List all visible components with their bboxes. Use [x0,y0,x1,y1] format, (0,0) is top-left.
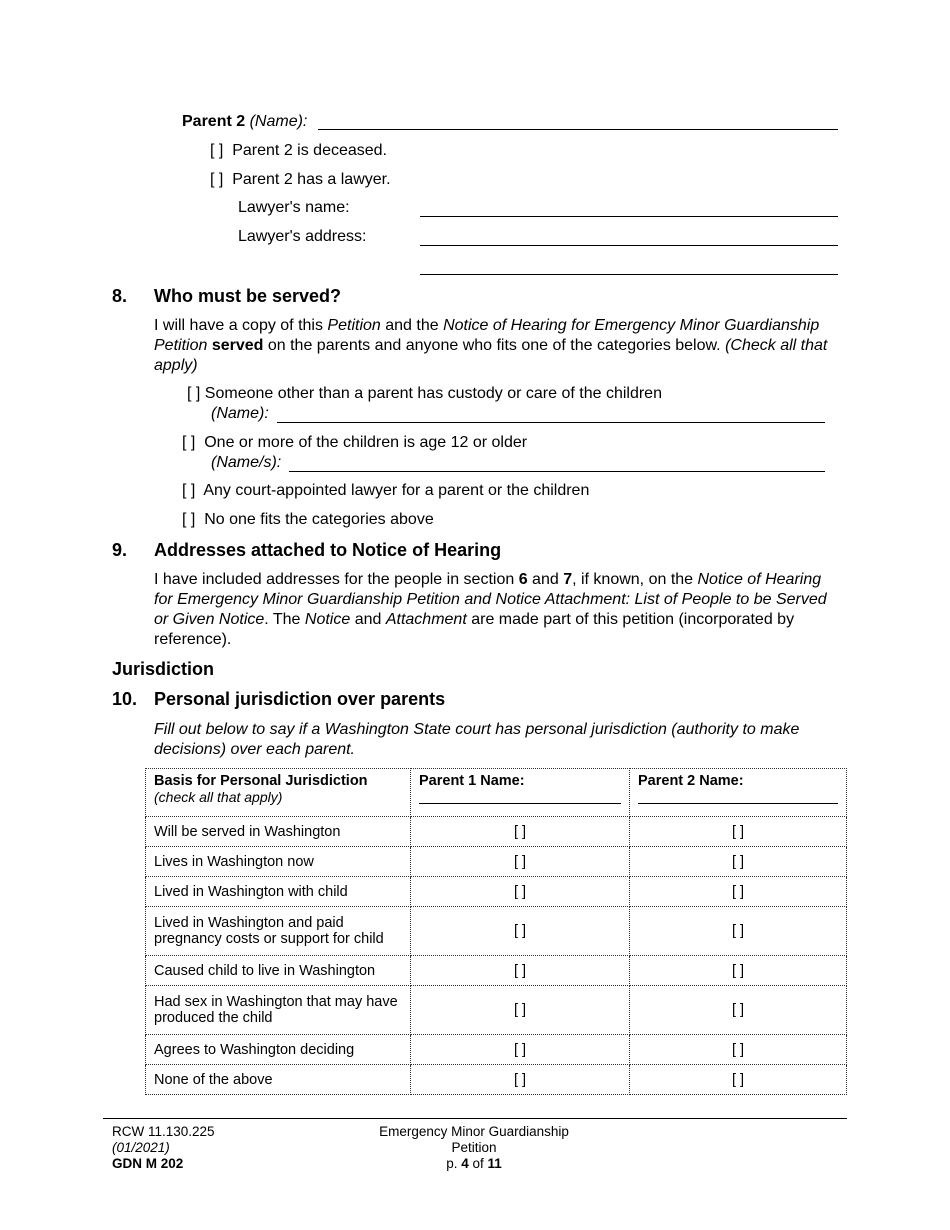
table-header-row [146,769,847,817]
serve-option-court-lawyer[interactable]: [ ] Any court-appointed lawyer for a parent or the children [182,482,590,499]
table-row [146,986,847,1035]
parent1-checkbox[interactable]: [ ] [411,1035,630,1065]
parent2-lawyer-option[interactable]: [ ] Parent 2 has a lawyer. [210,171,391,188]
parent2-checkbox[interactable]: [ ] [630,986,847,1035]
parent1-name-field[interactable] [419,795,621,804]
section-8-title: Who must be served? [154,286,342,306]
header-basis: Basis for Personal Jurisdiction (check all that apply) [146,769,411,817]
section-9-number: 9. [112,540,128,560]
row-label: None of the above [146,1065,411,1095]
row-label: Lives in Washington now [146,847,411,877]
lawyer-address-field-1[interactable] [420,229,838,246]
table-row [146,817,847,847]
lawyer-address-label: Lawyer's address: [238,228,367,245]
parent1-checkbox[interactable]: [ ] [411,956,630,986]
parent2-name-field[interactable] [318,113,838,130]
lawyer-name-label: Lawyer's name: [238,199,350,216]
parent2-checkbox[interactable]: [ ] [630,1065,847,1095]
custody-name-field[interactable] [277,406,825,423]
table-row [146,847,847,877]
footer-form-number: GDN M 202 [112,1156,184,1171]
parent2-checkbox[interactable]: [ ] [630,907,847,956]
footer-center [364,1124,584,1172]
parent1-checkbox[interactable]: [ ] [411,986,630,1035]
jurisdiction-table [145,768,847,1095]
table-row [146,877,847,907]
footer-left [112,1124,215,1172]
row-label: Had sex in Washington that may have produced the child [146,986,411,1035]
section-10-title: Personal jurisdiction over parents [154,689,446,709]
checkbox[interactable]: [ ] [182,482,196,499]
table-row [146,1035,847,1065]
age12-names-label: (Name/s): [211,454,282,471]
parent2-checkbox[interactable]: [ ] [630,817,847,847]
section-9-paragraph: I have included addresses for the people in section 6 and 7, if known, on the Notice of Hearing for Emergency Minor Guardianship Petition and Notice Attachment: List of People to be Served or Given Notice. The Notice and Attachment are made part of this petition (incorporated by reference). [154,571,827,648]
footer-rcw: RCW 11.130.225 [112,1124,215,1139]
table-row [146,907,847,956]
serve-option-custody[interactable]: [ ] Someone other than a parent has custody or care of the children [187,385,662,402]
section-9-title: Addresses attached to Notice of Hearing [154,540,502,560]
section-8-number: 8. [112,286,128,306]
checkbox[interactable]: [ ] [187,385,201,402]
row-label: Agrees to Washington deciding [146,1035,411,1065]
footer-date: (01/2021) [112,1140,170,1155]
parent2-deceased-option[interactable]: [ ] Parent 2 is deceased. [210,142,387,159]
footer-page-number: p. 4 of 11 [446,1156,502,1171]
lawyer-name-field[interactable] [420,200,838,217]
row-label: Caused child to live in Washington [146,956,411,986]
section-10-number: 10. [112,689,138,709]
row-label: Lived in Washington with child [146,877,411,907]
row-label: Will be served in Washington [146,817,411,847]
custody-name-label: (Name): [211,405,269,422]
footer-title-1: Emergency Minor Guardianship [379,1124,569,1139]
header-parent1: Parent 1 Name: [411,769,630,817]
parent2-checkbox[interactable]: [ ] [630,847,847,877]
jurisdiction-heading: Jurisdiction [112,659,215,679]
age12-names-field[interactable] [289,455,825,472]
row-label: Lived in Washington and paid pregnancy costs or support for child [146,907,411,956]
footer-title-2: Petition [451,1140,497,1155]
parent1-checkbox[interactable]: [ ] [411,877,630,907]
checkbox[interactable]: [ ] [210,171,224,188]
parent2-name-field-table[interactable] [638,795,838,804]
section-8-paragraph: I will have a copy of this Petition and the Notice of Hearing for Emergency Minor Guardianship Petition served on the parents and anyone who fits one of the categories below. (Check all that apply) [154,317,828,374]
lawyer-address-field-2[interactable] [420,258,838,275]
serve-option-none[interactable]: [ ] No one fits the categories above [182,511,434,528]
parent2-name-label: Parent 2 (Name): [182,113,308,130]
parent1-checkbox[interactable]: [ ] [411,907,630,956]
footer-divider [103,1118,847,1119]
parent2-checkbox[interactable]: [ ] [630,1035,847,1065]
parent1-checkbox[interactable]: [ ] [411,1065,630,1095]
checkbox[interactable]: [ ] [182,511,196,528]
parent2-checkbox[interactable]: [ ] [630,877,847,907]
parent1-checkbox[interactable]: [ ] [411,817,630,847]
table-row [146,1065,847,1095]
parent2-checkbox[interactable]: [ ] [630,956,847,986]
header-parent2: Parent 2 Name: [630,769,847,817]
section-10-instructions: Fill out below to say if a Washington State court has personal jurisdiction (authority to make decisions) over each parent. [154,721,800,758]
serve-option-age12[interactable]: [ ] One or more of the children is age 12 or older [182,434,528,451]
checkbox[interactable]: [ ] [210,142,224,159]
checkbox[interactable]: [ ] [182,434,196,451]
table-row [146,956,847,986]
parent1-checkbox[interactable]: [ ] [411,847,630,877]
